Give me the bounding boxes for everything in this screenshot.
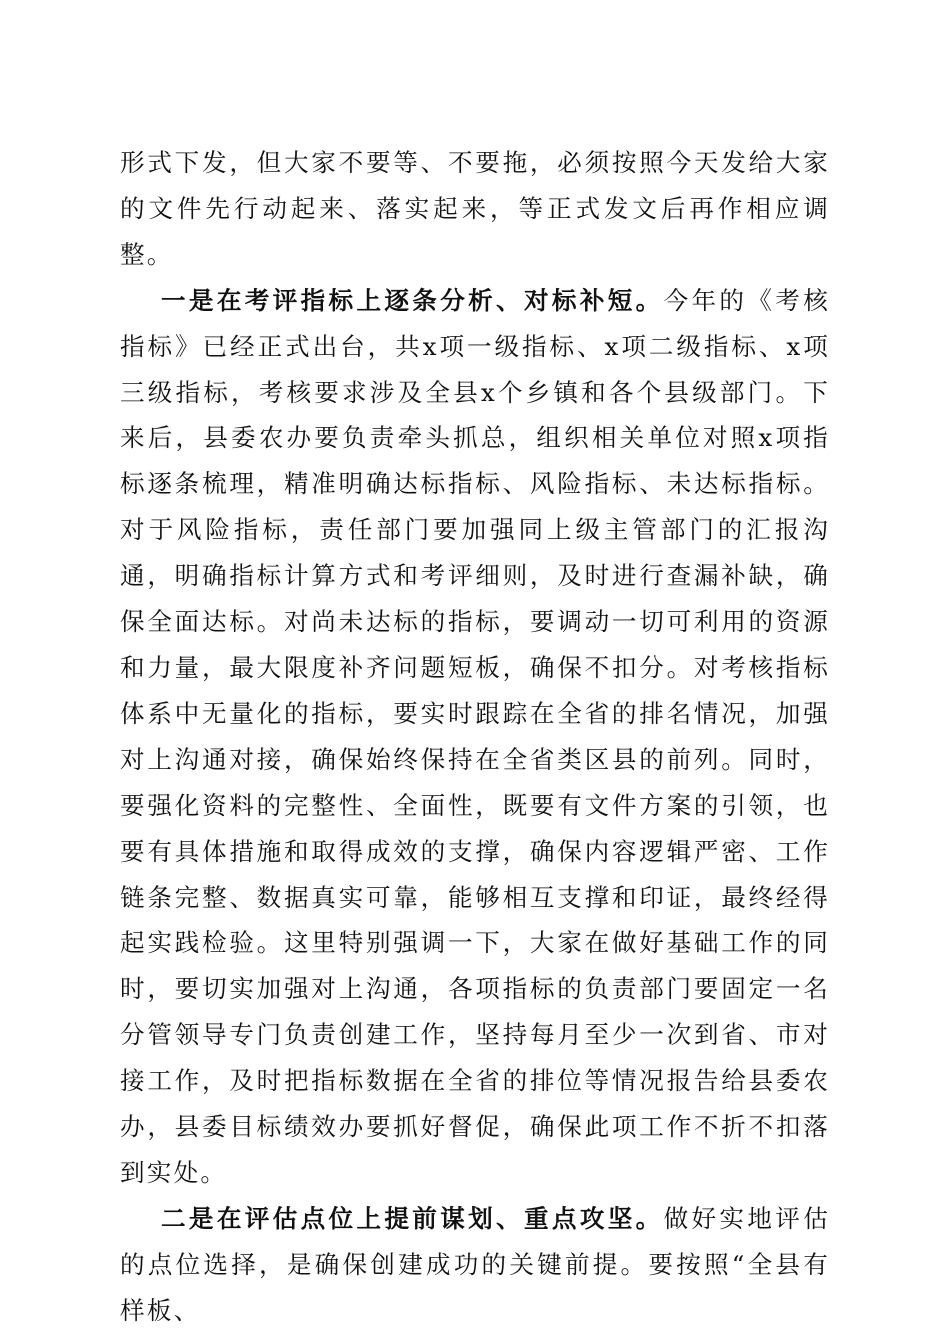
paragraph-lead-heading: 二是在评估点位上提前谋划、重点攻坚。 bbox=[161, 1203, 664, 1233]
paragraph-text: 形式下发，但大家不要等、不要拖，必须按照今天发给大家的文件先行动起来、落实起来，等正式发文后再作相应调整。 bbox=[120, 148, 830, 269]
paragraph-text: 做好实地评估的点位选择，是确保创建成功的关键前提。要按照“全县有样板、 bbox=[120, 1203, 830, 1325]
paragraph-text: 今年的《考核指标》已经正式出台，共x项一级指标、x项二级指标、x项三级指标，考核要求涉及全县x个乡镇和各个县级部门。下来后，县委农办要负责牵头抓总，组织相关单位对照x项指标逐条梳理，精准明确达标指标、风险指标、未达标指标。对于风险指标，责任部门要加强同上级主管部门的汇报沟通，明确指标计算方式和考评细则，及时进行查漏补缺，确保全面达标。对尚未达标的指标，要调动一切可利用的资源和力量，最大限度补齐问题短板，确保不扣分。对考核指标体系中无量化的指标，要实时跟踪在全省的排名情况，加强对上沟通对接，确保始终保持在全省类区县的前列。同时，要强化资料的完整性、全面性，既要有文件方案的引领，也要有具体措施和取得成效的支撑，确保内容逻辑严密、工作链条完整、数据真实可靠，能够相互支撑和印证，最终经得起实践检验。这里特别强调一下，大家在做好基础工作的同时，要切实加强对上沟通，各项指标的负责部门要固定一名分管领导专门负责创建工作，坚持每月至少一次到省、市对接工作，及时把指标数据在全省的排位等情况报告给县委农办，县委目标绩效办要抓好督促，确保此项工作不折不扣落到实处。 bbox=[120, 285, 830, 1187]
document-body bbox=[120, 140, 830, 1334]
paragraph-assessment-indicators bbox=[120, 278, 830, 1196]
paragraph-continuation bbox=[120, 140, 830, 278]
paragraph-lead-heading: 一是在考评指标上逐条分析、对标补短。 bbox=[161, 285, 664, 315]
paragraph-evaluation-sites bbox=[120, 1196, 830, 1334]
